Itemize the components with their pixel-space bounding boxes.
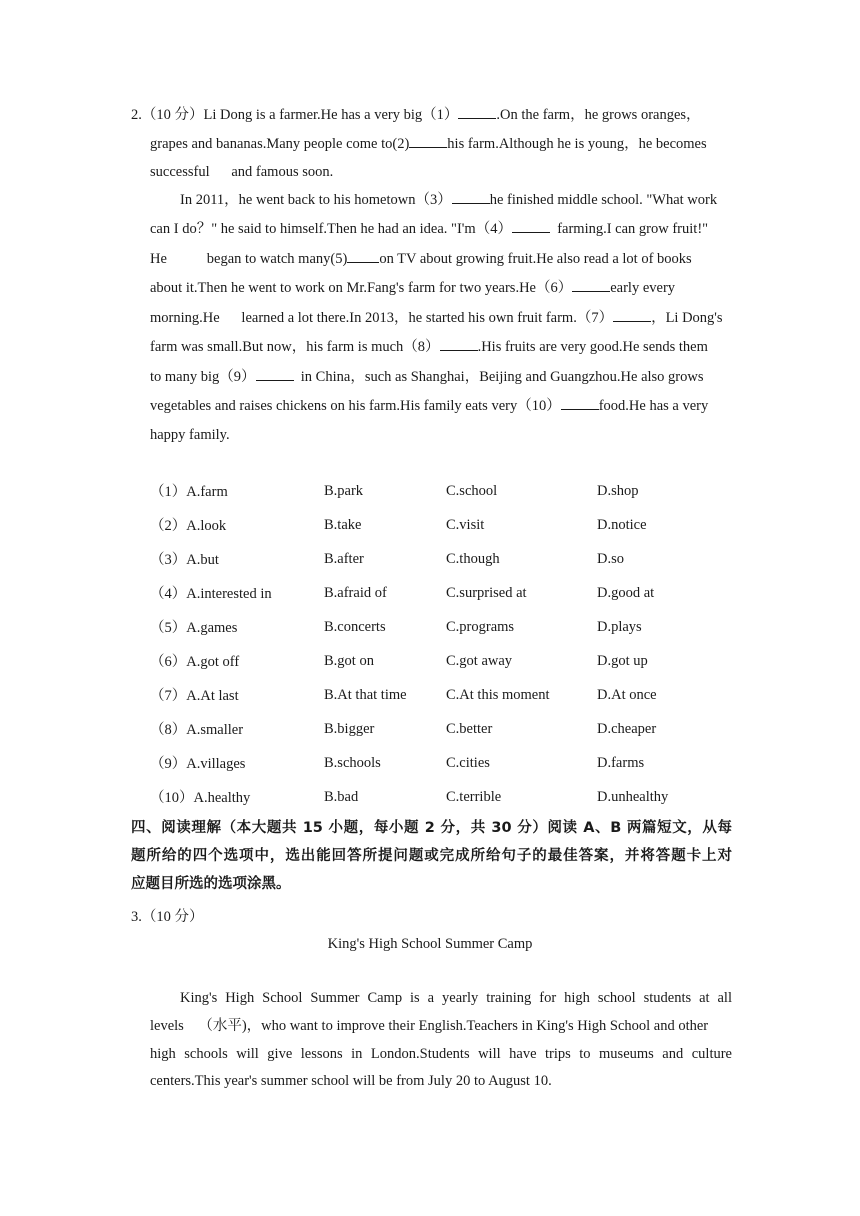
- option-1-d: D.shop: [597, 483, 639, 499]
- option-2-b: B.take: [324, 517, 362, 533]
- answer-blank: [613, 308, 651, 322]
- answer-blank: [347, 249, 379, 263]
- option-1-c: C.school: [446, 483, 498, 499]
- q2-line-1: 2.（10 分）Li Dong is a farmer.He has a very big（1） .On the farm，he grows oranges，: [131, 107, 701, 123]
- option-1-b: B.park: [324, 483, 364, 499]
- section4-heading-line-2: 题所给的四个选项中，选出能回答所提问题或完成所给句子的最佳答案，并将答题卡上对: [131, 848, 732, 864]
- answer-blank: [452, 190, 490, 204]
- option-7-a: （7）A.At last: [150, 688, 239, 704]
- q2-line-3: successful and famous soon.: [150, 164, 334, 180]
- option-10-a: （10）A.healthy: [150, 790, 251, 806]
- option-9-c: C.cities: [446, 755, 490, 771]
- q2-line-9: farm was small.But now，his farm is much（8） .His fruits are very good.He sends them: [150, 339, 708, 355]
- q3-header: 3.（10 分）: [131, 909, 204, 925]
- option-3-d: D.so: [597, 551, 624, 567]
- answer-blank: [256, 367, 294, 381]
- option-5-c: C.programs: [446, 619, 515, 635]
- option-4-d: D.good at: [597, 585, 655, 601]
- option-9-d: D.farms: [597, 755, 645, 771]
- option-7-c: C.At this moment: [446, 687, 550, 703]
- answer-blank: [572, 278, 610, 292]
- option-10-d: D.unhealthy: [597, 789, 669, 805]
- q3-line-1: King's High School Summer Camp is a yearly training for high school students at all: [180, 990, 732, 1006]
- option-2-d: D.notice: [597, 517, 647, 533]
- option-5-d: D.plays: [597, 619, 642, 635]
- answer-blank: [409, 134, 447, 148]
- answer-blank: [458, 105, 496, 119]
- option-8-c: C.better: [446, 721, 493, 737]
- option-9-a: （9）A.villages: [150, 756, 246, 772]
- q2-line-4: In 2011，he went back to his hometown（3） he finished middle school. "What work: [180, 192, 718, 208]
- q2-line-7: about it.Then he went to work on Mr.Fang's farm for two years.He（6） early every: [150, 280, 676, 296]
- answer-blank: [440, 337, 478, 351]
- option-6-c: C.got away: [446, 653, 513, 669]
- section4-heading-line-3: 应题目所选的选项涂黑。: [131, 876, 291, 892]
- option-3-b: B.after: [324, 551, 364, 567]
- q2-header: 2.（10 分）: [131, 107, 204, 123]
- answer-blank: [512, 219, 550, 233]
- option-8-d: D.cheaper: [597, 721, 657, 737]
- option-9-b: B.schools: [324, 755, 381, 771]
- option-10-c: C.terrible: [446, 789, 502, 805]
- option-2-a: （2）A.look: [150, 518, 227, 534]
- q2-line-12: happy family.: [150, 427, 230, 443]
- option-1-a: （1）A.farm: [150, 484, 228, 500]
- q3-line-3: high schools will give lessons in London.Students will have trips to museums and culture: [150, 1046, 732, 1062]
- q3-line-4: centers.This year's summer school will be from July 20 to August 10.: [150, 1073, 552, 1089]
- option-7-d: D.At once: [597, 687, 657, 703]
- q2-line-11: vegetables and raises chickens on his farm.His family eats very（10） food.He has a very: [150, 398, 709, 414]
- option-4-c: C.surprised at: [446, 585, 527, 601]
- q3-title: King's High School Summer Camp: [327, 936, 533, 952]
- option-8-a: （8）A.smaller: [150, 722, 244, 738]
- option-5-b: B.concerts: [324, 619, 386, 635]
- option-6-b: B.got on: [324, 653, 374, 669]
- option-10-b: B.bad: [324, 789, 359, 805]
- q3-line-2: levels （水平)，who want to improve their English.Teachers in King's High School and other: [150, 1018, 709, 1034]
- option-3-a: （3）A.but: [150, 552, 219, 568]
- answer-blank: [561, 396, 599, 410]
- option-8-b: B.bigger: [324, 721, 375, 737]
- option-4-b: B.afraid of: [324, 585, 387, 601]
- section4-heading-line-1: 四、阅读理解（本大题共 15 小题，每小题 2 分，共 30 分）阅读 A、B 两篇短文，从每: [131, 820, 732, 836]
- option-7-b: B.At that time: [324, 687, 407, 703]
- option-4-a: （4）A.interested in: [150, 586, 272, 602]
- option-6-a: （6）A.got off: [150, 654, 240, 670]
- option-2-c: C.visit: [446, 517, 485, 533]
- option-5-a: （5）A.games: [150, 620, 238, 636]
- q2-line-10: to many big（9） in China，such as Shanghai，Beijing and Guangzhou.He also grows: [150, 369, 704, 385]
- q2-line-5: can I do？" he said to himself.Then he had an idea. "I'm（4） farming.I can grow fruit!": [150, 221, 709, 237]
- q2-line-2: grapes and bananas.Many people come to(2) his farm.Although he is young，he becomes: [150, 136, 707, 152]
- option-3-c: C.though: [446, 551, 500, 567]
- q2-line-6: He began to watch many(5) on TV about growing fruit.He also read a lot of books: [150, 251, 692, 267]
- q2-line-8: morning.He learned a lot there.In 2013，he started his own fruit farm.（7） ，Li Dong's: [150, 310, 723, 326]
- option-6-d: D.got up: [597, 653, 648, 669]
